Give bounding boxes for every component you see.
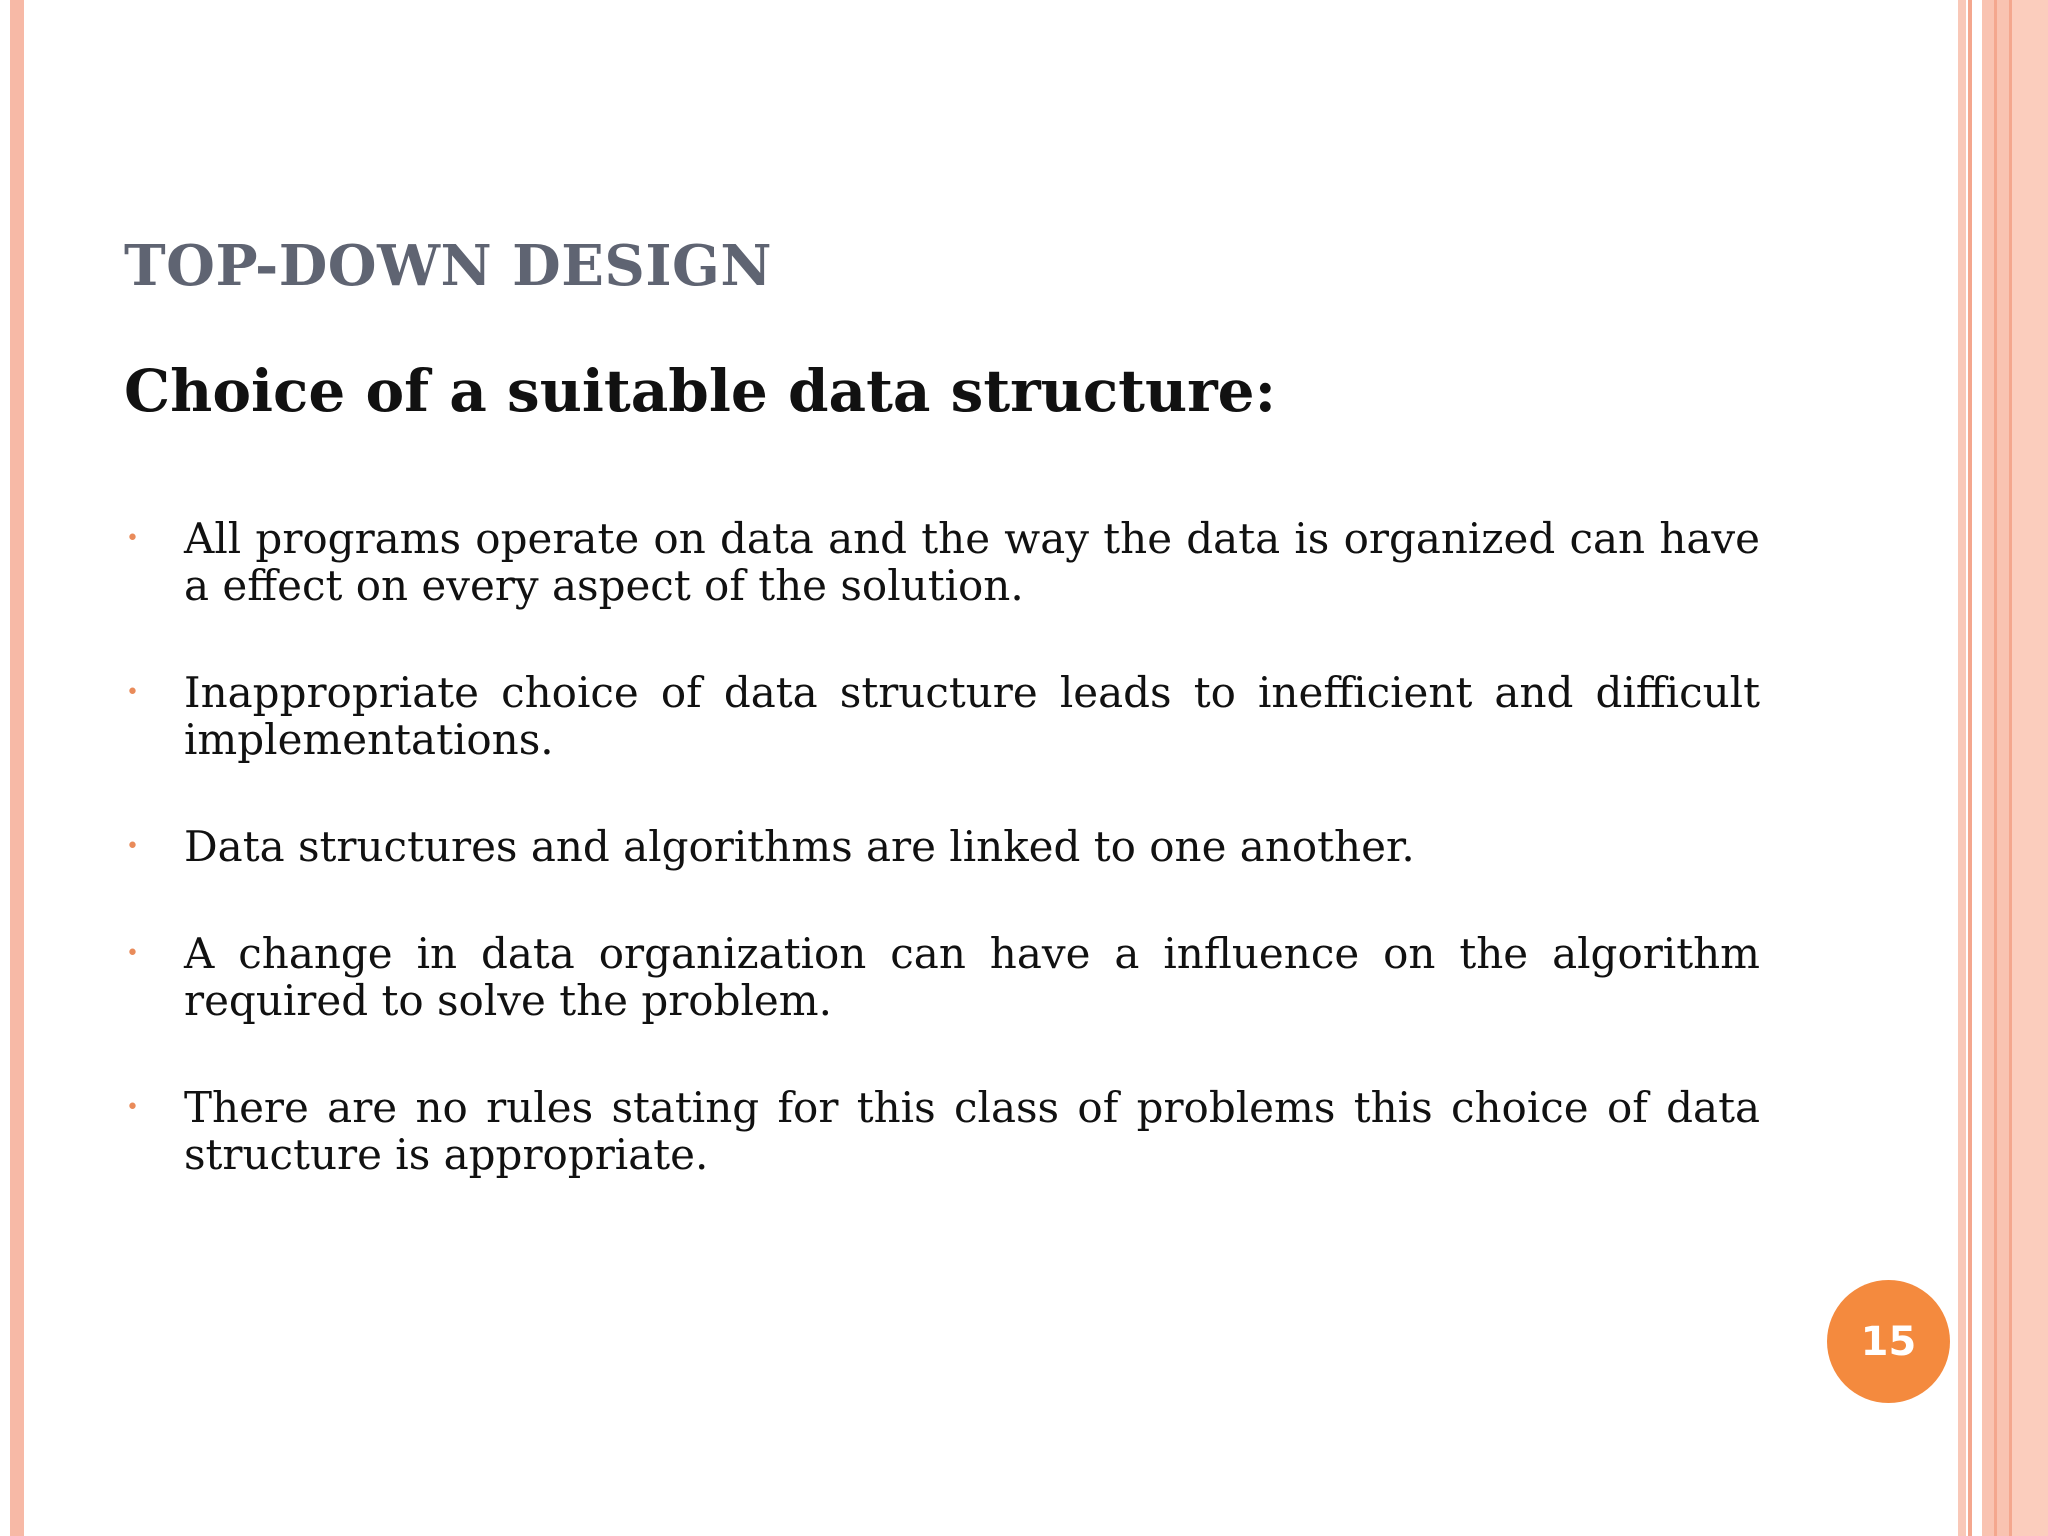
right-border-stripe (2012, 0, 2048, 1536)
bullet-dot-icon: • (126, 1095, 139, 1120)
left-border-stripe (10, 0, 24, 1536)
bullet-dot-icon: • (126, 526, 139, 551)
bullet-dot-icon: • (126, 834, 139, 859)
right-border-stripe (1982, 0, 1994, 1536)
slide-kicker-title: TOP-DOWN DESIGN (124, 233, 773, 299)
bullet-text: A change in data organization can have a influence on the algorithm required to solve the problem. (184, 929, 1760, 1025)
list-item (124, 669, 1760, 763)
list-item (124, 930, 1760, 1024)
bullet-list (124, 515, 1760, 1238)
bullet-text: All programs operate on data and the way the data is organized can have a effect on every aspect of the solution. (184, 514, 1760, 610)
right-border-stripe (1972, 0, 1982, 1536)
bullet-text: Inappropriate choice of data structure leads to inefficient and difficult implementations. (184, 668, 1760, 764)
list-item (124, 515, 1760, 609)
bullet-dot-icon: • (126, 941, 139, 966)
bullet-text: Data structures and algorithms are linked to one another. (184, 822, 1415, 871)
bullet-text: There are no rules stating for this class of problems this choice of data structure is appropriate. (184, 1083, 1760, 1179)
right-border-stripe (1997, 0, 2009, 1536)
list-item (124, 1084, 1760, 1178)
list-item (124, 823, 1760, 870)
slide-heading: Choice of a suitable data structure: (124, 357, 1276, 425)
right-border-stripe (1958, 0, 1966, 1536)
bullet-dot-icon: • (126, 680, 139, 705)
page-number-badge: 15 (1827, 1280, 1950, 1403)
